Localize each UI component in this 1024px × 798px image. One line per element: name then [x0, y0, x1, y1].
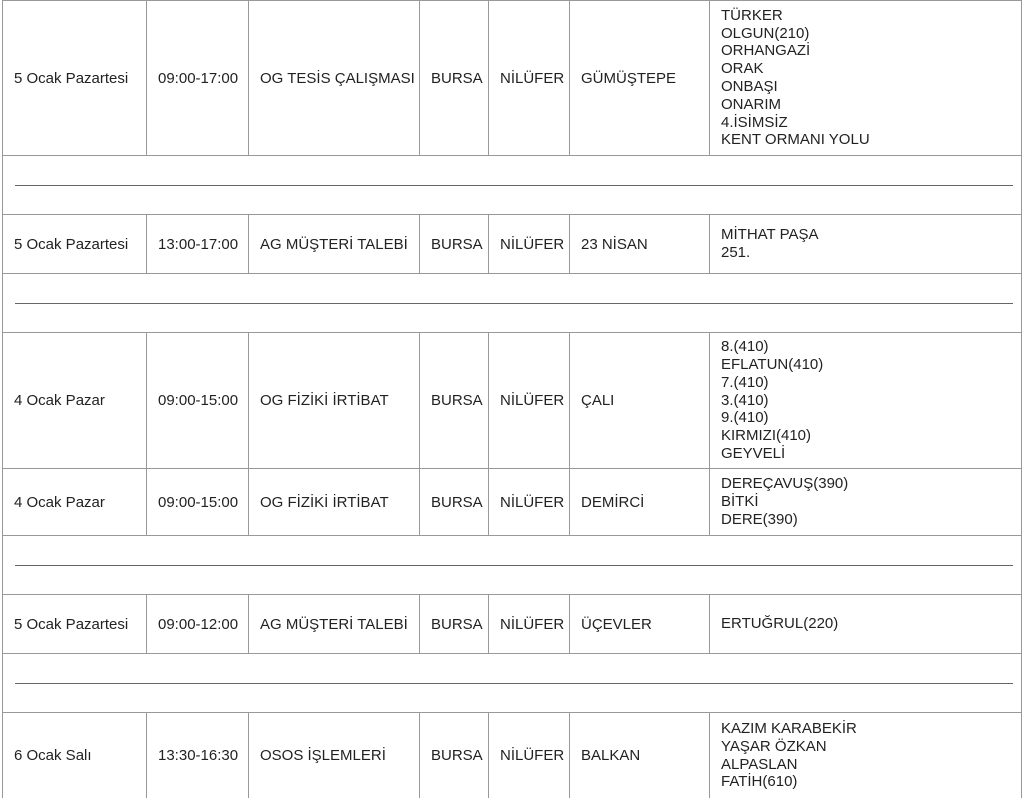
neighborhood-text: ÇALI — [581, 392, 615, 409]
neighborhood-text: BALKAN — [581, 747, 641, 764]
district-cell — [489, 713, 570, 798]
date-cell — [3, 595, 147, 653]
table-row — [2, 712, 1022, 798]
district-text: NİLÜFER — [500, 493, 565, 511]
work-type-cell — [249, 595, 420, 653]
district-text: NİLÜFER — [500, 69, 565, 87]
time-text: 09:00-12:00 — [158, 615, 239, 633]
street-list — [721, 475, 848, 528]
street-name: YAŞAR ÖZKAN — [721, 737, 827, 755]
street-name: GEYVELİ — [721, 444, 786, 462]
work-type-cell — [249, 333, 420, 468]
date-cell — [3, 713, 147, 798]
neighborhood-text: GÜMÜŞTEPE — [581, 69, 677, 87]
street-name: EFLATUN(410) — [721, 356, 824, 373]
time-text: 13:00-17:00 — [158, 235, 239, 253]
street-name: TÜRKER — [721, 6, 783, 24]
street-name: ORHANGAZİ — [721, 42, 811, 60]
work-type-text: OG TESİS ÇALIŞMASI — [260, 69, 415, 87]
street-name: 251. — [721, 244, 751, 261]
city-text: BURSA — [431, 69, 483, 87]
neighborhood-text: 23 NİSAN — [581, 235, 648, 253]
district-text: NİLÜFER — [500, 392, 565, 409]
date-text: 5 Ocak Pazartesi — [14, 235, 129, 253]
time-cell — [147, 333, 249, 468]
street-name: KIRMIZI(410) — [721, 427, 812, 445]
date-cell — [3, 1, 147, 155]
time-text: 09:00-17:00 — [158, 69, 239, 87]
work-type-text: OG FİZİKİ İRTİBAT — [260, 392, 389, 409]
neighborhood-cell — [570, 595, 710, 653]
street-name: ERTUĞRUL(220) — [721, 615, 839, 633]
street-name: 3.(410) — [721, 391, 769, 409]
work-type-text: OG FİZİKİ İRTİBAT — [260, 493, 389, 511]
street-name: OLGUN(210) — [721, 24, 810, 42]
street-list — [721, 338, 823, 463]
streets-cell — [710, 1, 1023, 155]
street-list — [721, 720, 857, 791]
table-row — [2, 214, 1022, 273]
time-cell — [147, 215, 249, 273]
neighborhood-cell — [570, 713, 710, 798]
street-name: MİTHAT PAŞA — [721, 226, 819, 244]
date-cell — [3, 333, 147, 468]
table-row — [2, 0, 1022, 155]
district-cell — [489, 215, 570, 273]
street-name: DERE(390) — [721, 510, 798, 528]
city-cell — [420, 713, 489, 798]
street-name: KENT ORMANI YOLU — [721, 131, 870, 149]
table-row — [2, 468, 1022, 535]
district-cell — [489, 595, 570, 653]
work-type-cell — [249, 713, 420, 798]
street-name: ORAK — [721, 60, 764, 78]
district-text: NİLÜFER — [500, 235, 565, 253]
work-type-text: OSOS İŞLEMLERİ — [260, 747, 386, 764]
separator-line — [15, 185, 1013, 186]
neighborhood-text: ÜÇEVLER — [581, 615, 652, 633]
date-text: 4 Ocak Pazar — [14, 392, 105, 409]
city-cell — [420, 333, 489, 468]
street-list — [721, 615, 838, 633]
streets-cell — [710, 469, 1023, 535]
separator-row — [2, 155, 1022, 214]
date-text: 5 Ocak Pazartesi — [14, 69, 129, 87]
date-cell — [3, 215, 147, 273]
street-name: 4.İSİMSİZ — [721, 113, 788, 131]
street-name: 8.(410) — [721, 338, 769, 356]
neighborhood-cell — [570, 215, 710, 273]
date-text: 6 Ocak Salı — [14, 747, 92, 764]
district-text: NİLÜFER — [500, 615, 565, 633]
streets-cell — [710, 595, 1023, 653]
time-cell — [147, 713, 249, 798]
district-cell — [489, 469, 570, 535]
neighborhood-cell — [570, 1, 710, 155]
separator-line — [15, 303, 1013, 304]
city-text: BURSA — [431, 392, 483, 409]
time-text: 09:00-15:00 — [158, 493, 239, 511]
street-name: 7.(410) — [721, 373, 769, 391]
streets-cell — [710, 215, 1023, 273]
separator-row — [2, 273, 1022, 332]
streets-cell — [710, 713, 1023, 798]
time-cell — [147, 469, 249, 535]
city-cell — [420, 1, 489, 155]
street-list — [721, 7, 870, 149]
city-text: BURSA — [431, 235, 483, 253]
street-name: DEREÇAVUŞ(390) — [721, 475, 849, 493]
separator-line — [15, 565, 1013, 566]
street-name: 9.(410) — [721, 409, 769, 427]
city-text: BURSA — [431, 615, 483, 633]
work-type-cell — [249, 1, 420, 155]
city-cell — [420, 215, 489, 273]
table-row — [2, 332, 1022, 468]
separator-row — [2, 535, 1022, 594]
neighborhood-text: DEMİRCİ — [581, 493, 645, 511]
work-type-text: AG MÜŞTERİ TALEBİ — [260, 615, 408, 633]
city-text: BURSA — [431, 493, 483, 511]
street-list — [721, 226, 819, 262]
date-text: 5 Ocak Pazartesi — [14, 615, 129, 633]
street-name: ONBAŞI — [721, 78, 778, 95]
district-cell — [489, 333, 570, 468]
district-cell — [489, 1, 570, 155]
district-text: NİLÜFER — [500, 747, 565, 764]
table-row — [2, 594, 1022, 653]
work-type-cell — [249, 215, 420, 273]
street-name: BİTKİ — [721, 493, 759, 511]
time-text: 09:00-15:00 — [158, 392, 239, 409]
separator-line — [15, 683, 1013, 684]
street-name: KAZIM KARABEKİR — [721, 719, 857, 737]
time-cell — [147, 595, 249, 653]
time-text: 13:30-16:30 — [158, 747, 239, 764]
street-name: ONARIM — [721, 95, 781, 113]
neighborhood-cell — [570, 469, 710, 535]
date-cell — [3, 469, 147, 535]
separator-row — [2, 653, 1022, 712]
street-name: ALPASLAN — [721, 755, 798, 773]
city-cell — [420, 595, 489, 653]
date-text: 4 Ocak Pazar — [14, 493, 105, 511]
neighborhood-cell — [570, 333, 710, 468]
city-cell — [420, 469, 489, 535]
streets-cell — [710, 333, 1023, 468]
work-type-cell — [249, 469, 420, 535]
time-cell — [147, 1, 249, 155]
street-name: FATİH(610) — [721, 773, 798, 791]
work-type-text: AG MÜŞTERİ TALEBİ — [260, 235, 408, 253]
city-text: BURSA — [431, 747, 483, 764]
